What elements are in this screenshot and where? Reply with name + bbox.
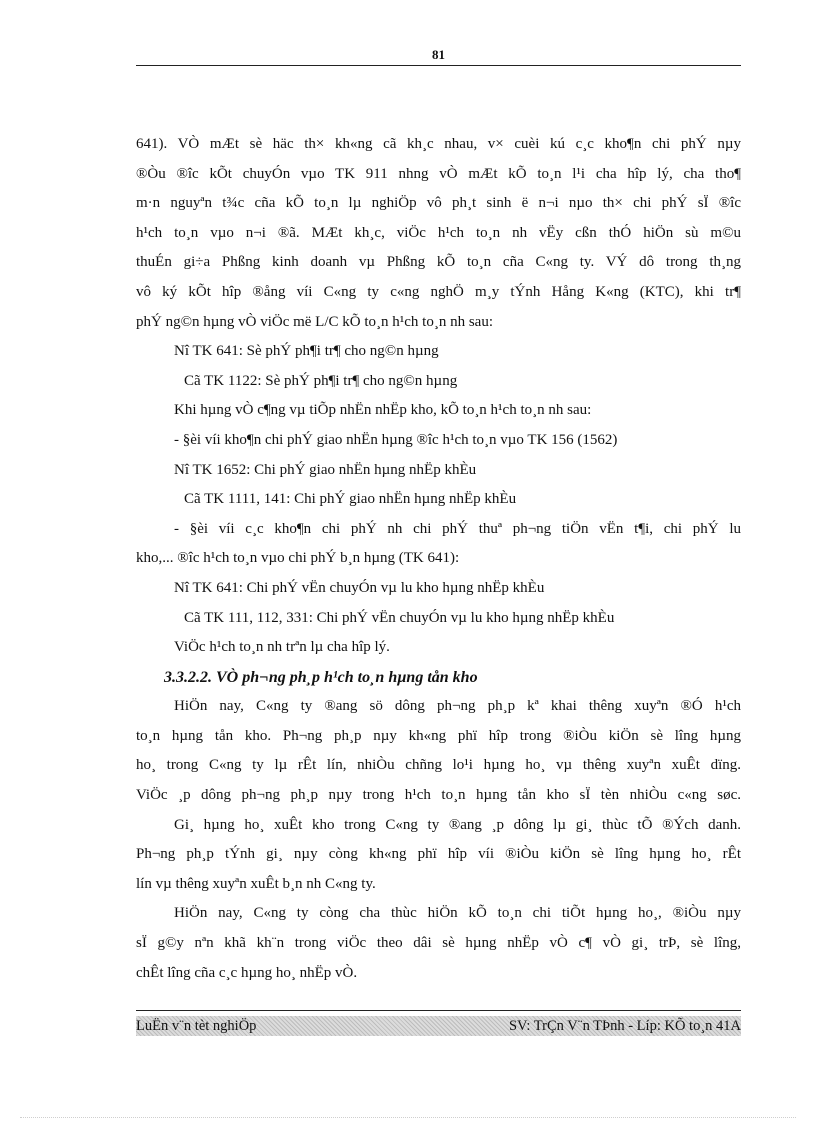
text-line: - §èi víi c¸c kho¶n chi phÝ nh chi phÝ thuª ph¬ng tiÖn vËn t¶i, chi phÝ lu — [174, 520, 741, 537]
page-number: 81 — [432, 47, 445, 62]
text-line: Nî TK 641: Sè phÝ ph¶i tr¶ cho ng©n hµng — [174, 343, 439, 360]
footer-student-info: SV: TrÇn V¨n TÞnh - Líp: KÕ to¸n 41A — [508, 1018, 741, 1034]
text-line: thuÉn gi÷a Phßng kinh doanh vµ Phßng kÕ to¸n cña C«ng ty. VÝ dô trong th¸ng — [136, 254, 741, 271]
text-line: 641). VÒ mÆt sè häc th× kh«ng cã kh¸c nhau, v× cuèi kú c¸c kho¶n chi phÝ nµy — [136, 136, 741, 152]
text-line: ViÖc h¹ch to¸n nh trªn lµ cha hîp lý. — [174, 639, 390, 656]
text-line: Cã TK 1122: Sè phÝ ph¶i tr¶ cho ng©n hµng — [184, 372, 458, 389]
footer-thesis-label: LuËn v¨n tèt nghiÖp — [136, 1018, 257, 1034]
header-rule — [136, 65, 741, 66]
text-line: ®Òu ®îc kÕt chuyÓn vµo TK 911 nhng vÒ mÆt kÕ to¸n l¹i cha hîp lý, cha tho¶ — [136, 165, 741, 182]
text-line: sÏ g©y nªn khã kh¨n trong viÖc theo dâi sè hµng nhËp vÒ c¶ vÒ gi¸ trÞ, sè lîng, — [136, 935, 741, 952]
text-line: h¹ch to¸n vµo n¬i ®ã. MÆt kh¸c, viÖc h¹ch to¸n nh vËy cßn thÓ hiÖn sù m©u — [136, 224, 741, 241]
text-line: ViÖc ¸p dông ph¬ng ph¸p nµy trong h¹ch to¸n hµng tån kho sÏ tèn nhiÒu c«ng søc. — [136, 787, 741, 804]
text-line: phÝ ng©n hµng vÒ viÖc më L/C kÕ to¸n h¹ch to¸n nh sau: — [136, 313, 493, 330]
footer-bar — [136, 1016, 741, 1036]
text-line: lín vµ thêng xuyªn xuÊt b¸n nh C«ng ty. — [136, 875, 376, 892]
text-line: Nî TK 641: Chi phÝ vËn chuyÓn vµ lu kho hµng nhËp khÈu — [174, 579, 545, 596]
body-text — [136, 130, 741, 988]
section-heading: 3.3.2.2. VÒ ph¬ng ph¸p h¹ch to¸n hµng tån kho — [164, 668, 478, 686]
text-line: HiÖn nay, C«ng ty ®ang sö dông ph¬ng ph¸p kª khai thêng xuyªn ®Ó h¹ch — [174, 698, 741, 715]
text-line: Cã TK 111, 112, 331: Chi phÝ vËn chuyÓn vµ lu kho hµng nhËp khÈu — [184, 609, 615, 626]
text-line: Ph¬ng ph¸p tÝnh gi¸ nµy còng kh«ng phï hîp víi ®iÒu kiÖn sè lîng hµng ho¸ rÊt — [136, 846, 741, 863]
footer-rule — [136, 1010, 741, 1011]
text-line: Nî TK 1652: Chi phÝ giao nhËn hµng nhËp khÈu — [174, 461, 477, 478]
text-line: chÊt lîng cña c¸c hµng ho¸ nhËp vÒ. — [136, 964, 358, 981]
text-line: Khi hµng vÒ c¶ng vµ tiÕp nhËn nhËp kho, kÕ to¸n h¹ch to¸n nh sau: — [174, 402, 592, 419]
page-edge-divider — [20, 1117, 796, 1118]
text-line: HiÖn nay, C«ng ty còng cha thùc hiÖn kÕ to¸n chi tiÕt hµng ho¸, ®iÒu nµy — [174, 905, 741, 922]
text-line: m·n nguyªn t¾c cña kÕ to¸n lµ nghiÖp vô ph¸t sinh ë n¬i nµo th× chi phÝ sÏ ®îc — [136, 195, 741, 212]
text-line: to¸n hµng tån kho. Ph¬ng ph¸p nµy kh«ng phï hîp trong ®iÒu kiÖn sè lîng hµng — [136, 727, 741, 744]
text-line: Cã TK 1111, 141: Chi phÝ giao nhËn hµng nhËp khÈu — [184, 491, 517, 508]
text-line: - §èi víi kho¶n chi phÝ giao nhËn hµng ®îc h¹ch to¸n vµo TK 156 (1562) — [174, 431, 618, 448]
text-line: vô ký kÕt hîp ®ång víi C«ng ty c«ng nghÖ m¸y tÝnh Hång K«ng (KTC), khi tr¶ — [136, 283, 741, 300]
text-line: Gi¸ hµng ho¸ xuÊt kho trong C«ng ty ®ang ¸p dông lµ gi¸ thùc tÕ ®Ých danh. — [174, 816, 741, 833]
text-line: kho,... ®îc h¹ch to¸n vµo chi phÝ b¸n hµng (TK 641): — [136, 550, 460, 567]
text-line: ho¸ trong C«ng ty lµ rÊt lín, nhiÒu chñng lo¹i hµng ho¸ vµ thêng xuyªn xuÊt dïng. — [136, 757, 741, 774]
